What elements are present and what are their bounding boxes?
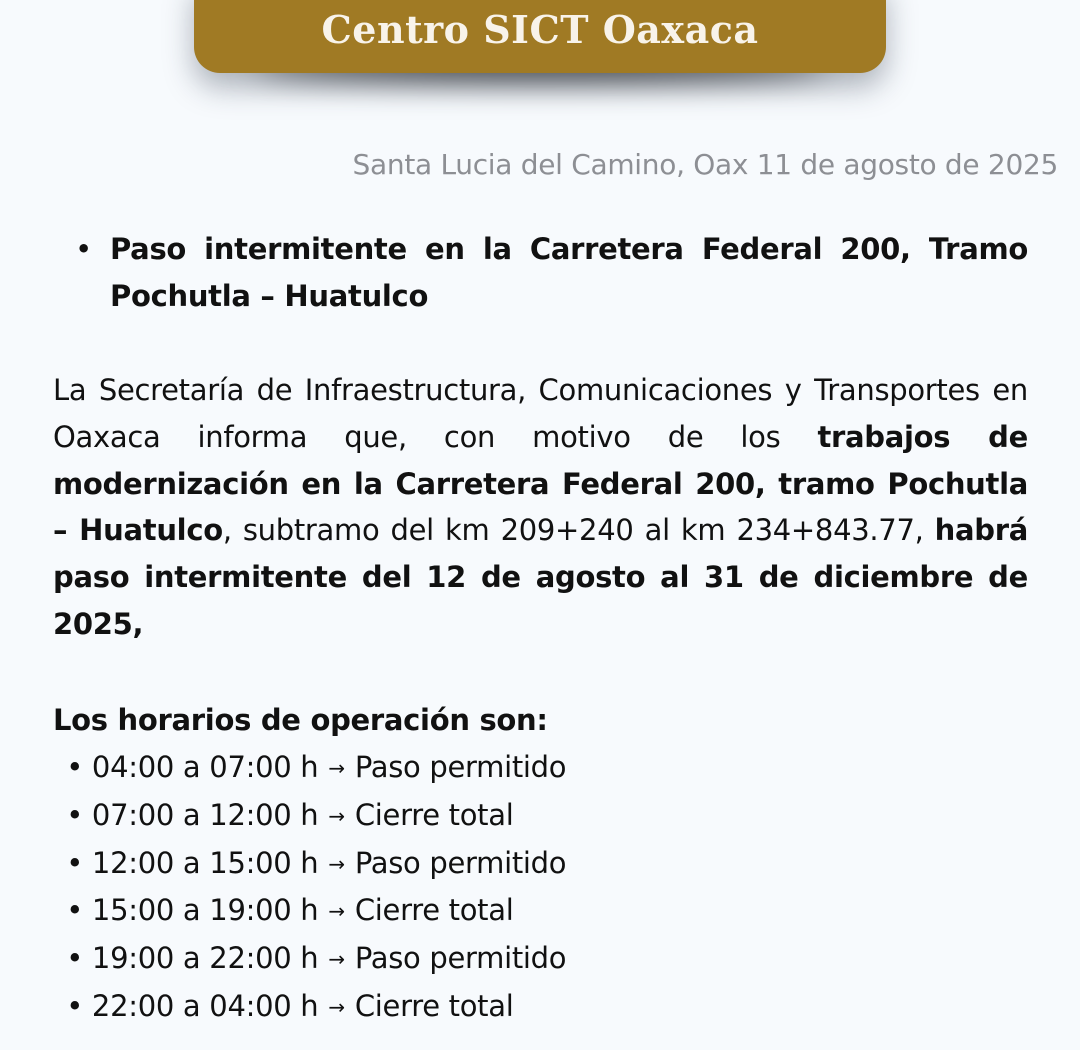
- arrow-right-icon: →: [328, 803, 345, 828]
- header-box: [194, 0, 886, 73]
- arrow-right-icon: →: [328, 851, 345, 876]
- schedule-time: 22:00 a 04:00 h: [91, 988, 319, 1023]
- paragraph-bold-1: trabajos de modernización en la Carretera Federal 200, tramo Pochutla – Huatulco: [53, 419, 1028, 548]
- schedule-status: Cierre total: [354, 893, 514, 928]
- paragraph-text-2: , subtramo del km 209+240 al km 234+843.77,: [222, 513, 935, 548]
- schedule-section: [53, 697, 753, 1031]
- bullet-icon: •: [66, 893, 83, 928]
- schedule-status: Cierre total: [354, 988, 514, 1023]
- schedule-item: [53, 887, 753, 935]
- arrow-right-icon: →: [328, 899, 345, 924]
- arrow-right-icon: →: [328, 994, 345, 1019]
- bullet-icon: •: [66, 941, 83, 976]
- arrow-right-icon: →: [328, 947, 345, 972]
- schedule-item: [53, 792, 753, 840]
- dateline: Santa Lucia del Camino, Oax 11 de agosto de 2025: [352, 148, 1058, 181]
- headline-text: Paso intermitente en la Carretera Federal 200, Tramo Pochutla – Huatulco: [110, 232, 1028, 313]
- bullet-icon: •: [66, 797, 83, 832]
- bullet-icon: •: [76, 235, 92, 263]
- schedule-item: [53, 840, 753, 888]
- schedule-status: Paso permitido: [354, 750, 567, 784]
- bullet-icon: •: [66, 845, 83, 880]
- body-paragraph: [53, 367, 1028, 648]
- schedule-time: 12:00 a 15:00 h: [91, 845, 319, 880]
- schedule-title: Los horarios de operación son:: [53, 703, 548, 737]
- schedule-status: Paso permitido: [354, 941, 567, 976]
- schedule-list: [53, 744, 753, 1031]
- bullet-icon: •: [66, 750, 83, 784]
- schedule-time: 07:00 a 12:00 h: [91, 797, 319, 832]
- schedule-status: Paso permitido: [354, 845, 567, 880]
- schedule-time: 19:00 a 22:00 h: [91, 941, 319, 976]
- schedule-status: Cierre total: [354, 797, 514, 832]
- header-title: Centro SICT Oaxaca: [321, 7, 759, 52]
- schedule-item: [53, 935, 753, 983]
- header-banner: [194, 0, 886, 73]
- headline: [76, 226, 1028, 320]
- schedule-time: 15:00 a 19:00 h: [91, 893, 319, 928]
- schedule-item: [53, 744, 753, 792]
- arrow-right-icon: →: [328, 756, 345, 780]
- paragraph-text-1: La Secretaría de Infraestructura, Comunicaciones y Transportes en Oaxaca informa que, con motivo de los: [53, 373, 1028, 454]
- schedule-time: 04:00 a 07:00 h: [91, 750, 319, 784]
- paragraph-bold-2: habrá paso intermitente del 12 de agosto al 31 de diciembre de 2025,: [53, 513, 1028, 641]
- schedule-item: [53, 983, 753, 1031]
- bullet-icon: •: [66, 988, 83, 1023]
